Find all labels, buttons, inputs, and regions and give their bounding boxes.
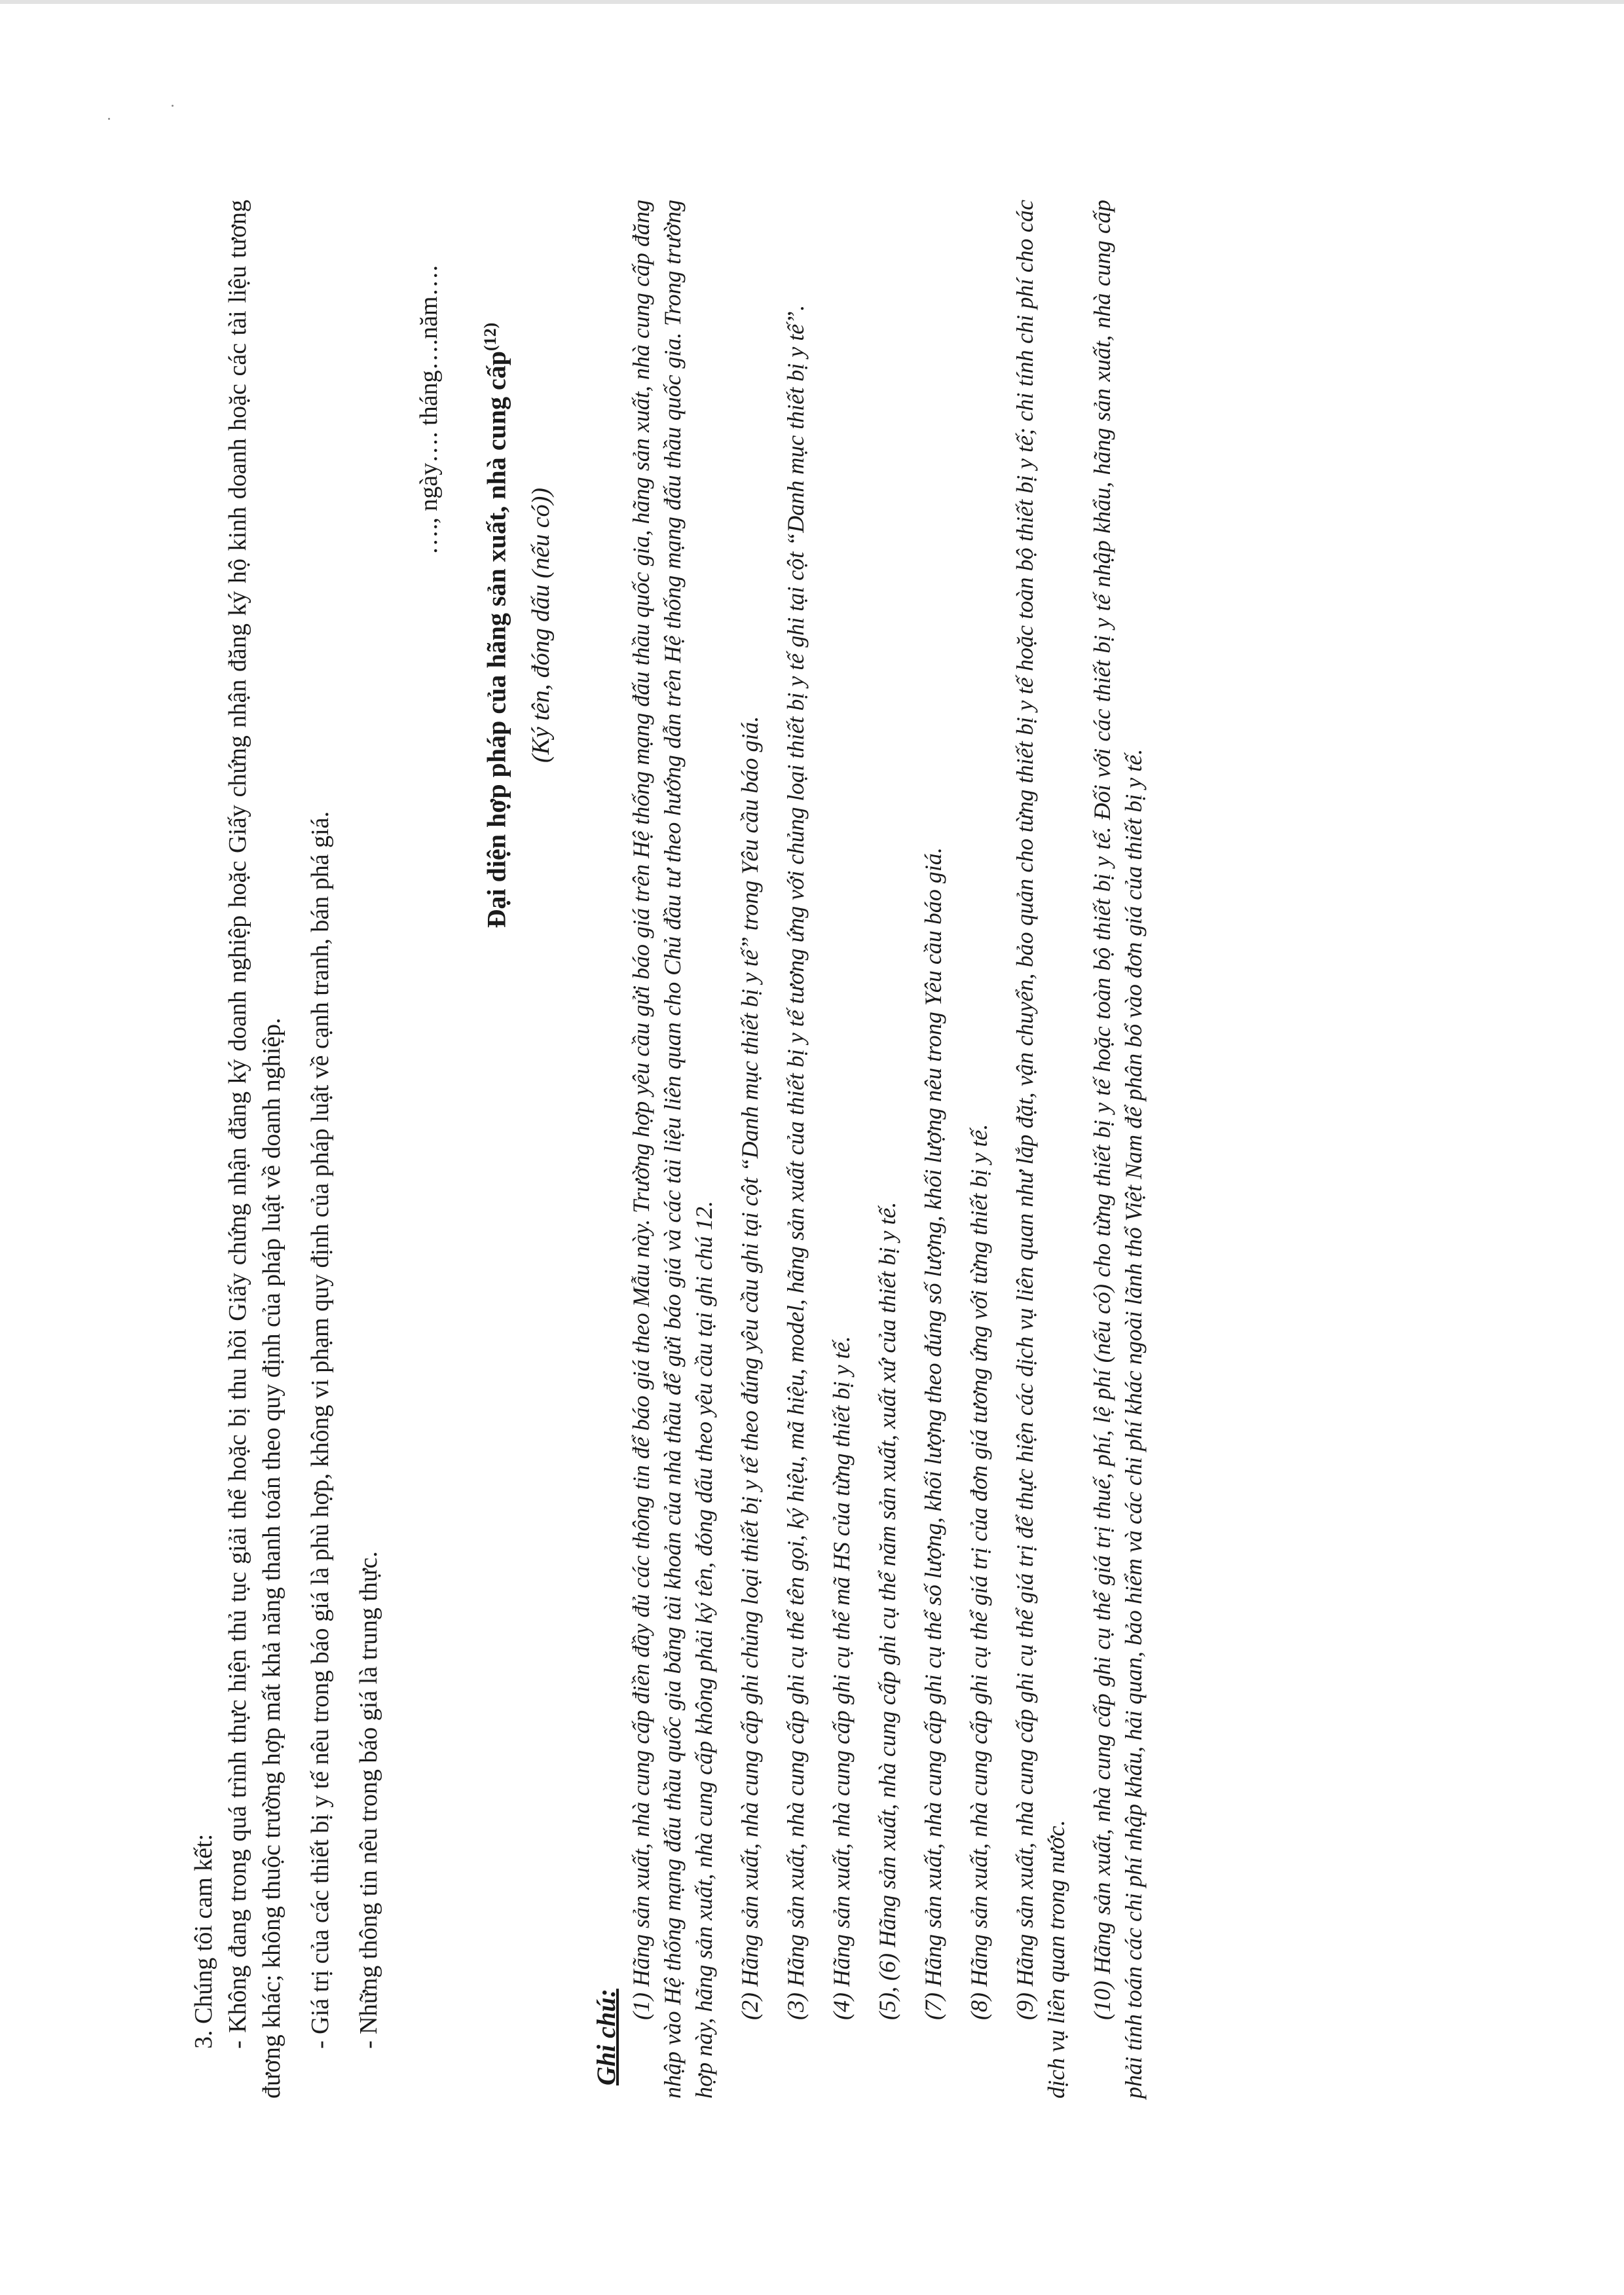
signature-block [412,265,559,985]
signature-date-line: …., ngày…. tháng….năm…. [415,265,443,555]
note-item: (8) Hãng sản xuất, nhà cung cấp ghi cụ thể giá trị của đơn giá tương ứng với từng thiết bị y tế. [966,1124,993,2020]
note-item: (7) Hãng sản xuất, nhà cung cấp ghi cụ thể số lượng, khối lượng theo đúng số lượng, khối lượng nêu trong Yêu cầu báo giá. [920,847,947,2020]
notes-heading: Ghi chú: [591,1989,621,2085]
section-title: 3. Chúng tôi cam kết: [190,1833,217,2049]
commitment-item: - Những thông tin nêu trong báo giá là trung thực. [355,1551,382,2049]
note-item: (5), (6) Hãng sản xuất, nhà cung cấp ghi cụ thể năm sản xuất, xuất xứ của thiết bị y tế. [874,1202,901,2020]
signature-title [472,265,515,985]
note-item: (4) Hãng sản xuất, nhà cung cấp ghi cụ thể mã HS của từng thiết bị y tế. [828,1336,855,2020]
commitment-item: - Không đang trong quá trình thực hiện thủ tục giải thể hoặc bị thu hồi Giấy chứng nhận đăng ký doanh nghiệp hoặc Giấy chứng nhận đăng ký hộ kinh doanh hoặc các tài liệu tương đương khác; không thuộc trường hợp mất khả năng thanh toán theo quy định của pháp luật về doanh nghiệp. [224,200,286,2099]
note-item: (3) Hãng sản xuất, nhà cung cấp ghi cụ thể tên gọi, ký hiệu, mã hiệu, model, hãng sản xuất của thiết bị y tế tương ứng với chủng loại thiết bị y tế ghi tại cột “Danh mục thiết bị y tế”. [783,304,809,2020]
note-item: (10) Hãng sản xuất, nhà cung cấp ghi cụ thể giá trị thuế, phí, lệ phí (nếu có) cho từng thiết bị y tế hoặc toàn bộ thiết bị y tế. Đối với các thiết bị y tế nhập khẩu, hãng sản xuất, nhà cung cấp phải tính toán các chi phí nhập khẩu, hải quan, bảo hiểm và các chi phí khác ngoài lãnh thổ Việt Nam để phân bổ vào đơn giá của thiết bị y tế. [1089,200,1147,2099]
signature-title-text: Đại diện hợp pháp của hãng sản xuất, nhà cung cấp [481,350,511,928]
document-body [187,200,1149,2099]
commitment-item: - Giá trị của các thiết bị y tế nêu trong báo giá là phù hợp, không vi phạm quy định của pháp luật về cạnh tranh, bán phá giá. [306,811,334,2049]
note-item: (2) Hãng sản xuất, nhà cung cấp ghi chủng loại thiết bị y tế theo đúng yêu cầu ghi tại cột “Danh mục thiết bị y tế” trong Yêu cầu báo giá. [737,716,764,2020]
signature-note-ref: (12) [481,322,500,351]
signature-subtitle: (Ký tên, đóng dấu (nếu có)) [527,488,555,763]
note-item: (9) Hãng sản xuất, nhà cung cấp ghi cụ thể giá trị để thực hiện các dịch vụ liên quan như lắp đặt, vận chuyển, bảo quản cho từng thiết bị y tế hoặc toàn bộ thiết bị y tế; chi tính chi phí cho các dịch vụ liên quan trong nước. [1012,200,1070,2099]
note-item: (1) Hãng sản xuất, nhà cung cấp điền đầy đủ các thông tin để báo giá theo Mẫu này. Trường hợp yêu cầu gửi báo giá trên Hệ thống mạng đấu thầu quốc gia, hãng sản xuất, nhà cung cấp đăng nhập vào Hệ thống mạng đấu thầu quốc gia bằng tài khoản của nhà thầu để gửi báo giá và các tài liệu liên quan cho Chủ đầu tư theo hướng dẫn trên Hệ thống mạng đấu thầu quốc gia. Trong trường hợp này, hãng sản xuất, nhà cung cấp không phải ký tên, đóng dấu theo yêu cầu tại ghi chú 12. [628,200,718,2099]
